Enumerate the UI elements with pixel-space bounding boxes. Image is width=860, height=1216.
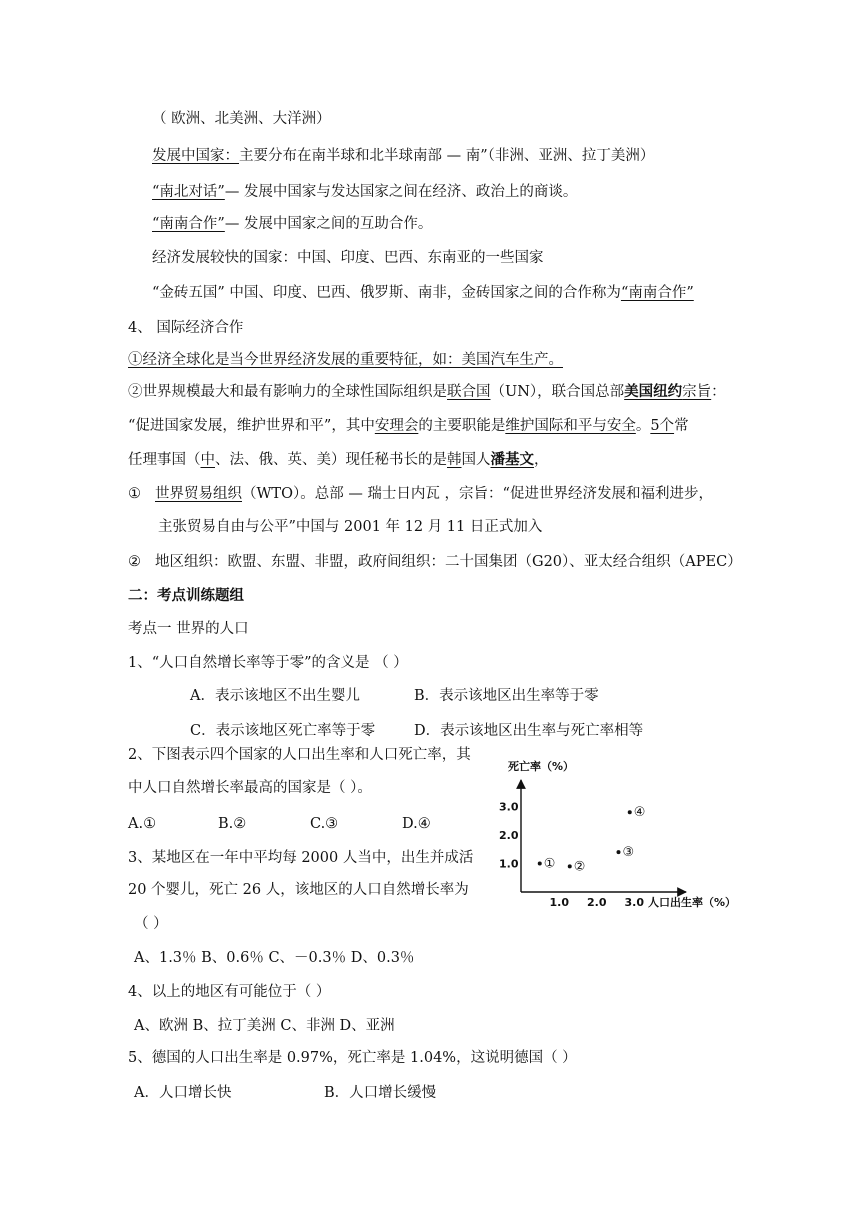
x-tick-label: 2.0 [587,896,607,909]
heading-international-cooperation: 4、 国际经济合作 [128,320,244,336]
question-5: 5、德国的人口出生率是 0.97%，死亡率是 1.04%，这说明德国（ ） [128,1050,577,1066]
text-un-intro: ②世界规模最大和最有影响力的全球性国际组织是 [128,384,447,400]
term-new-york: 美国纽约 [624,383,683,400]
q1-option-d: D．表示该地区出生率与死亡率相等 [414,723,644,739]
text-developing-distribution: 主要分布在南半球和北半球南部 — 南”（非洲、亚洲、拉丁美洲） [239,148,655,164]
question-2-line-1: 2、下图表示四个国家的人口出生率和人口死亡率，其 [128,747,471,763]
line-un-intro [128,382,726,402]
term-security-council: 安理会 [374,418,419,434]
line-wto [128,484,713,504]
term-ban-ki-moon: 潘基文 [490,451,534,468]
term-south-south-cooperation: “南南合作” [152,216,225,232]
bullet-2: ② [128,554,141,570]
q3-options: A、1.3％ B、0.6％ C、－0.3％ D、0.3％ [134,950,415,966]
text-un-purpose: “促进国家发展，维护世界和平”，其中 [128,418,375,434]
data-point [617,850,621,854]
x-tick-label: 1.0 [549,896,569,909]
q4-options: A、欧洲 B、拉丁美洲 C、非洲 D、亚洲 [134,1018,395,1034]
text-brics: “金砖五国” 中国、印度、巴西、俄罗斯、南非，金砖国家之间的合作称为 [152,285,621,301]
term-wto: 世界贸易组织 [155,486,242,502]
text-national: 国人 [461,452,491,468]
y-tick-label: 2.0 [499,829,519,842]
data-point-label: ① [543,856,556,872]
q1-option-a: A．表示该地区不出生婴儿 [190,688,360,704]
question-4: 4、以上的地区有可能位于（ ） [128,984,331,1000]
question-2-line-2: 中人口自然增长率最高的国家是（ ）。 [128,780,372,796]
line-south-south-cooperation [152,214,432,234]
term-north-south-dialogue: “南北对话” [152,184,225,200]
q1-option-c: C．表示该地区死亡率等于零 [190,723,376,739]
line-north-south-dialogue [152,182,577,202]
question-3-line-1: 3、某地区在一年中平均每 2000 人当中，出生并成活 [128,850,474,866]
term-china: 中 [200,452,215,468]
term-maintain-peace: 维护国际和平与安全 [505,418,636,434]
text-members-open: 任理事国（ [128,452,201,468]
term-un: 联合国 [447,384,491,400]
text-wto-desc: （WTO）。总部 — 瑞士日内瓦 ，宗旨：“促进世界经济发展和福利进步， [242,486,713,502]
line-un-purpose [128,416,689,436]
data-point [628,810,632,814]
text-regional-orgs: 地区组织：欧盟、东盟、非盟，政府间组织：二十国集团（G20）、亚太经合组织（APEC） [155,554,742,570]
term-korea: 韩 [447,452,462,468]
text-un-hq: （UN），联合国总部 [490,384,625,400]
term-five-members: 5个 [650,418,675,434]
question-1: 1、“人口自然增长率等于零”的含义是 （ ） [128,655,408,671]
text-north-south-def: — 发展中国家与发达国家之间在经济、政治上的商谈。 [224,184,578,200]
data-point-label: ② [573,859,586,875]
term-south-south-brics: “南南合作” [620,285,694,301]
section-title-exercises: 二：考点训练题组 [128,588,244,604]
text-wto-join: 主张贸易自由与公平”中国与 2001 年 12 月 11 日正式加入 [158,519,543,535]
q5-option-b: B．人口增长缓慢 [324,1085,437,1101]
line-developing-countries [152,146,654,166]
text-period: 。 [635,418,651,434]
text-colon: ： [711,384,726,400]
bullet-1: ① [128,486,141,502]
subsection-world-population: 考点一 世界的人口 [128,621,249,637]
question-3-line-2: 20 个婴儿，死亡 26 人，该地区的人口自然增长率为 [128,882,469,898]
text-permanent: 常 [674,418,689,434]
q2-option-a: A.① [128,816,157,832]
text-developed-continents: （ 欧洲、北美洲、大洋洲） [152,111,331,127]
y-tick-label: 3.0 [499,800,519,814]
data-point-label: ④ [633,805,646,821]
text-south-south-def: — 发展中国家之间的互助合作。 [224,216,433,232]
text-main-function: 的主要职能是 [418,418,506,434]
x-axis-label: 人口出生率（%） [648,896,737,909]
q1-option-b: B．表示该地区出生率等于零 [414,688,599,704]
term-developing-countries: 发展中国家： [152,148,239,164]
text-globalization: ①经济全球化是当今世界经济发展的重要特征，如：美国汽车生产。 [128,352,563,368]
data-point [538,862,542,866]
y-tick-label: 1.0 [499,857,519,871]
text-comma: ， [534,452,549,468]
y-axis-label: 死亡率（%） [508,760,575,773]
birth-death-rate-chart [480,752,770,922]
line-brics [152,283,694,303]
line-secretary-general [128,450,549,470]
q2-option-d: D.④ [402,816,431,832]
data-point [568,864,572,868]
q2-option-b: B.② [218,816,247,832]
q2-option-c: C.③ [310,816,339,832]
line-regional-orgs [128,552,742,572]
text-members-rest: 、法、俄、英、美）现任秘书长的是 [215,452,447,468]
term-purpose: 宗旨 [682,384,712,400]
data-point-label: ③ [622,845,635,861]
q5-option-a: A．人口增长快 [134,1085,232,1101]
text-fast-growing-economies: 经济发展较快的国家：中国、印度、巴西、东南亚的一些国家 [152,250,544,266]
question-3-line-3: （ ） [134,916,168,932]
x-tick-label: 3.0 [624,896,644,909]
